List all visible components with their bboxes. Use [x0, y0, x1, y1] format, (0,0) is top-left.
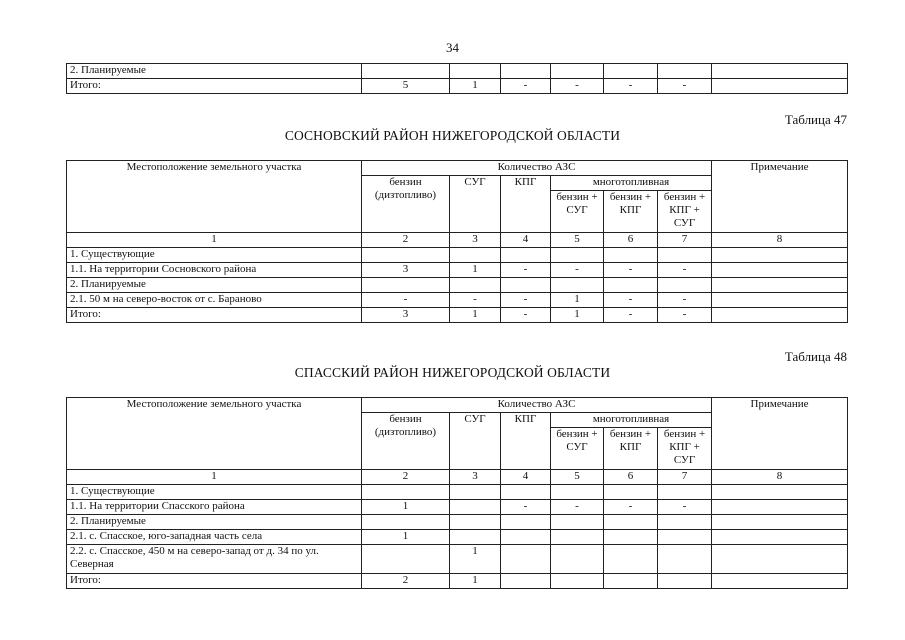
value-cell: - [604, 308, 658, 323]
value-cell [712, 545, 848, 574]
value-cell [501, 485, 551, 500]
value-cell [604, 248, 658, 263]
value-cell: - [658, 79, 712, 94]
table-row [67, 308, 848, 323]
value-cell: 2 [362, 574, 450, 589]
value-cell: 5 [362, 79, 450, 94]
value-cell [362, 485, 450, 500]
location-cell: 1. Существующие [67, 485, 362, 500]
table-row [67, 545, 848, 574]
column-number: 5 [551, 233, 604, 248]
value-cell: - [551, 263, 604, 278]
column-number: 3 [450, 470, 501, 485]
value-cell [501, 248, 551, 263]
location-cell: 2.2. с. Спасское, 450 м на северо-запад от д. 34 по ул. Северная [67, 545, 362, 574]
value-cell [604, 545, 658, 574]
value-cell [712, 263, 848, 278]
location-cell: 2. Планируемые [67, 64, 362, 79]
value-cell [450, 64, 501, 79]
value-cell [712, 293, 848, 308]
value-cell: - [501, 308, 551, 323]
location-cell: 2.1. 50 м на северо-восток от с. Бараново [67, 293, 362, 308]
value-cell [604, 485, 658, 500]
column-number: 6 [604, 233, 658, 248]
value-cell [450, 515, 501, 530]
location-cell: 1.1. На территории Сосновского района [67, 263, 362, 278]
value-cell: 3 [362, 263, 450, 278]
table-row [67, 64, 848, 79]
value-cell [712, 574, 848, 589]
value-cell: - [501, 293, 551, 308]
location-cell: Итого: [67, 79, 362, 94]
table-row [67, 248, 848, 263]
table-label: Таблица 48 [784, 349, 847, 364]
header-cng: КПГ [501, 413, 551, 470]
value-cell: - [658, 263, 712, 278]
table-row [67, 485, 848, 500]
column-number: 1 [67, 233, 362, 248]
value-cell [658, 485, 712, 500]
value-cell: - [551, 500, 604, 515]
column-number: 2 [362, 470, 450, 485]
value-cell [658, 530, 712, 545]
value-cell: 1 [450, 263, 501, 278]
value-cell: - [450, 293, 501, 308]
data-table [66, 397, 848, 589]
table-row [67, 515, 848, 530]
header-multi: многотопливная [551, 413, 712, 428]
value-cell [658, 248, 712, 263]
value-cell [604, 530, 658, 545]
header-location: Местоположение земельного участка [67, 398, 362, 470]
header-cng: КПГ [501, 176, 551, 233]
value-cell: - [501, 263, 551, 278]
value-cell [551, 64, 604, 79]
value-cell [362, 278, 450, 293]
value-cell: 1 [450, 308, 501, 323]
location-cell: 1.1. На территории Спасского района [67, 500, 362, 515]
value-cell [450, 500, 501, 515]
page-number: 34 [446, 40, 459, 55]
value-cell [604, 278, 658, 293]
value-cell [501, 530, 551, 545]
header-petrol: бензин (дизтопливо) [362, 413, 450, 470]
value-cell [658, 574, 712, 589]
column-number-row [67, 233, 848, 248]
value-cell [658, 515, 712, 530]
table-title: СПАССКИЙ РАЙОН НИЖЕГОРОДСКОЙ ОБЛАСТИ [294, 365, 611, 380]
header-note: Примечание [712, 398, 848, 470]
column-number: 8 [712, 470, 848, 485]
header-petrol: бензин (дизтопливо) [362, 176, 450, 233]
header-petrol-cng-lpg: бензин + КПГ + СУГ [658, 191, 712, 233]
value-cell [551, 515, 604, 530]
column-number: 7 [658, 233, 712, 248]
value-cell [362, 545, 450, 574]
value-cell [712, 308, 848, 323]
table-row [67, 79, 848, 94]
value-cell [712, 515, 848, 530]
value-cell [712, 530, 848, 545]
header-count: Количество АЗС [362, 398, 712, 413]
column-number: 3 [450, 233, 501, 248]
table-row [67, 293, 848, 308]
header-petrol-cng: бензин + КПГ [604, 191, 658, 233]
value-cell [551, 574, 604, 589]
value-cell: 3 [362, 308, 450, 323]
value-cell [501, 278, 551, 293]
column-number: 8 [712, 233, 848, 248]
value-cell [658, 545, 712, 574]
value-cell [658, 64, 712, 79]
location-cell: 2. Планируемые [67, 515, 362, 530]
value-cell [712, 500, 848, 515]
value-cell: 1 [551, 308, 604, 323]
value-cell [712, 278, 848, 293]
value-cell [658, 278, 712, 293]
table-row [67, 500, 848, 515]
header-location: Местоположение земельного участка [67, 161, 362, 233]
location-cell: 1. Существующие [67, 248, 362, 263]
table-row [67, 574, 848, 589]
value-cell: - [658, 308, 712, 323]
value-cell [501, 64, 551, 79]
value-cell: - [501, 500, 551, 515]
header-multi: многотопливная [551, 176, 712, 191]
column-number: 2 [362, 233, 450, 248]
value-cell: - [658, 293, 712, 308]
value-cell: 1 [551, 293, 604, 308]
header-petrol-cng: бензин + КПГ [604, 428, 658, 470]
header-note: Примечание [712, 161, 848, 233]
column-number-row [67, 470, 848, 485]
value-cell: - [551, 79, 604, 94]
table-row [67, 263, 848, 278]
location-cell: Итого: [67, 574, 362, 589]
value-cell [604, 574, 658, 589]
column-number: 4 [501, 470, 551, 485]
value-cell [450, 530, 501, 545]
value-cell: - [501, 79, 551, 94]
value-cell [551, 545, 604, 574]
header-petrol-cng-lpg: бензин + КПГ + СУГ [658, 428, 712, 470]
value-cell [551, 248, 604, 263]
header-count: Количество АЗС [362, 161, 712, 176]
data-table [66, 160, 848, 323]
value-cell [362, 248, 450, 263]
value-cell: 1 [362, 530, 450, 545]
table-row [67, 278, 848, 293]
column-number: 5 [551, 470, 604, 485]
header-petrol-lpg: бензин + СУГ [551, 428, 604, 470]
value-cell [712, 79, 848, 94]
value-cell [501, 545, 551, 574]
value-cell [712, 485, 848, 500]
value-cell: - [604, 500, 658, 515]
value-cell: 1 [450, 79, 501, 94]
location-cell: 2.1. с. Спасское, юго-западная часть села [67, 530, 362, 545]
value-cell: 1 [362, 500, 450, 515]
value-cell [604, 515, 658, 530]
value-cell [450, 278, 501, 293]
value-cell: - [604, 263, 658, 278]
value-cell [551, 278, 604, 293]
value-cell [712, 248, 848, 263]
column-number: 4 [501, 233, 551, 248]
value-cell: - [604, 79, 658, 94]
value-cell: - [658, 500, 712, 515]
location-cell: 2. Планируемые [67, 278, 362, 293]
value-cell [450, 248, 501, 263]
value-cell [362, 64, 450, 79]
value-cell [551, 530, 604, 545]
value-cell [604, 64, 658, 79]
column-number: 6 [604, 470, 658, 485]
value-cell: - [604, 293, 658, 308]
table-fragment [66, 63, 848, 94]
value-cell [362, 515, 450, 530]
value-cell: 1 [450, 545, 501, 574]
header-lpg: СУГ [450, 176, 501, 233]
table-row [67, 530, 848, 545]
column-number: 7 [658, 470, 712, 485]
table-title: СОСНОВСКИЙ РАЙОН НИЖЕГОРОДСКОЙ ОБЛАСТИ [284, 128, 621, 143]
value-cell [501, 515, 551, 530]
column-number: 1 [67, 470, 362, 485]
value-cell: - [362, 293, 450, 308]
header-lpg: СУГ [450, 413, 501, 470]
value-cell [712, 64, 848, 79]
value-cell [450, 485, 501, 500]
value-cell [501, 574, 551, 589]
header-petrol-lpg: бензин + СУГ [551, 191, 604, 233]
location-cell: Итого: [67, 308, 362, 323]
value-cell: 1 [450, 574, 501, 589]
value-cell [551, 485, 604, 500]
table-label: Таблица 47 [784, 112, 847, 127]
